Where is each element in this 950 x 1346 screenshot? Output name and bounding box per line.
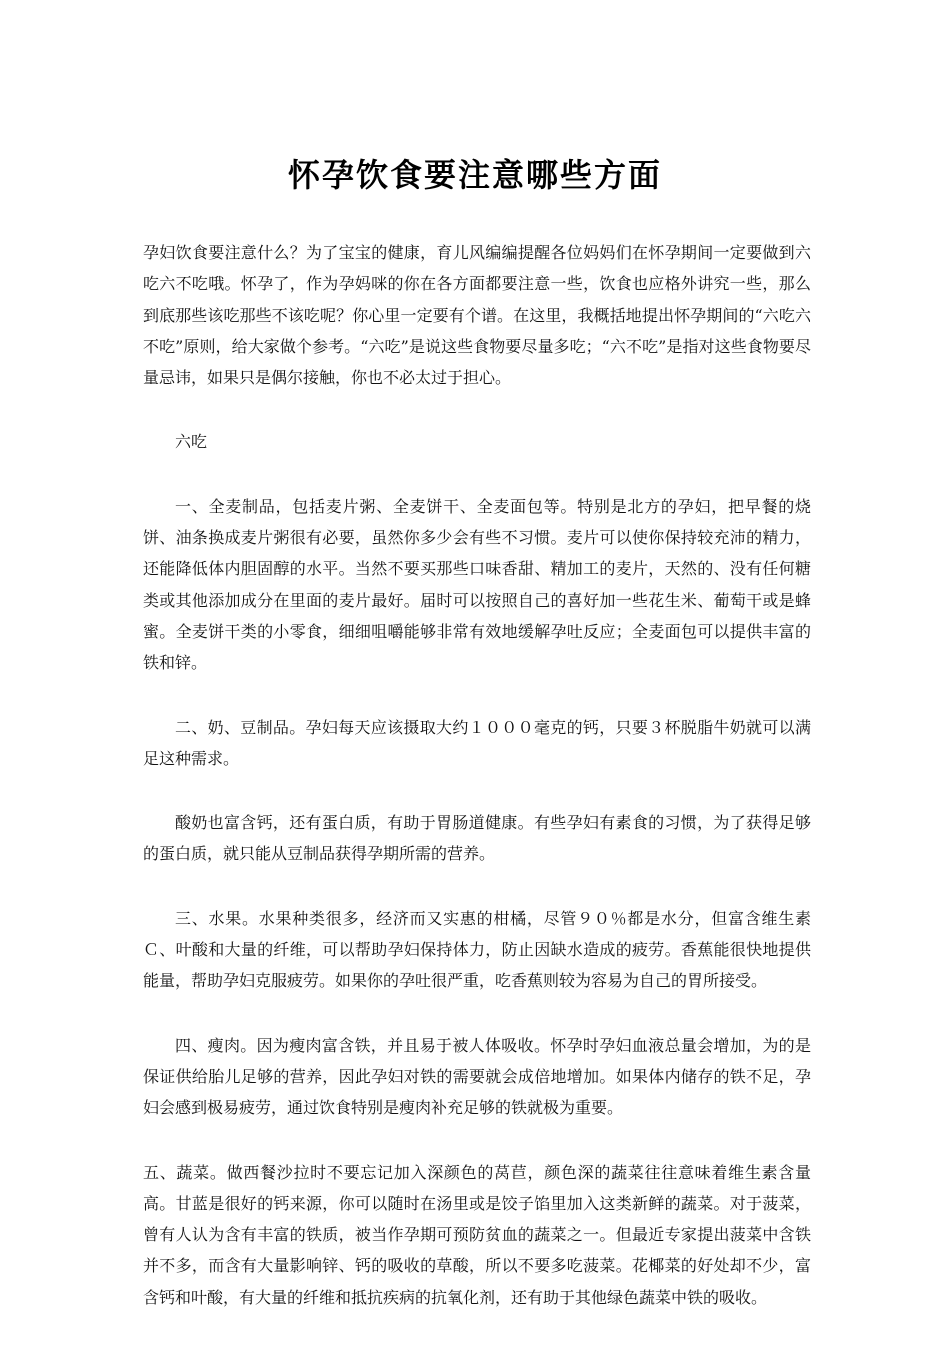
- paragraph-dairy-soy: 二、奶、豆制品。孕妇每天应该摄取大约１０００毫克的钙，只要３杯脱脂牛奶就可以满足这种需求。: [143, 717, 811, 768]
- article-body: [143, 237, 811, 1346]
- paragraph-vegetables: 五、蔬菜。做西餐沙拉时不要忘记加入深颜色的莴苣，颜色深的蔬菜往往意味着维生素含量高。甘蓝是很好的钙来源，你可以随时在汤里或是饺子馅里加入这类新鲜的蔬菜。对于菠菜，曾有人认为含有丰富的铁质，被当作孕期可预防贫血的蔬菜之一。但最近专家提出菠菜中含铁并不多，而含有大量影响锌、钙的吸收的草酸，所以不要多吃菠菜。花椰菜的好处却不少，富含钙和叶酸，有大量的纤维和抵抗疾病的抗氧化剂，还有助于其他绿色蔬菜中铁的吸收。: [143, 1162, 811, 1307]
- paragraph-fruit: 三、水果。水果种类很多，经济而又实惠的柑橘，尽管９０％都是水分，但富含维生素Ｃ、叶酸和大量的纤维，可以帮助孕妇保持体力，防止因缺水造成的疲劳。香蕉能很快地提供能量，帮助孕妇克服疲劳。如果你的孕吐很严重，吃香蕉则较为容易为自己的胃所接受。: [143, 908, 811, 991]
- section-heading-liuchi: 六吃: [175, 432, 208, 452]
- page-title: 怀孕饮食要注意哪些方面: [287, 156, 662, 195]
- paragraph-lean-meat: 四、瘦肉。因为瘦肉富含铁，并且易于被人体吸收。怀孕时孕妇血液总量会增加，为的是保证供给胎儿足够的营养，因此孕妇对铁的需要就会成倍地增加。如果体内储存的铁不足，孕妇会感到极易疲劳，通过饮食特别是瘦肉补充足够的铁就极为重要。: [143, 1035, 811, 1118]
- intro-paragraph: 孕妇饮食要注意什么？为了宝宝的健康，育儿风编编提醒各位妈妈们在怀孕期间一定要做到六吃六不吃哦。怀孕了，作为孕妈咪的你在各方面都要注意一些，饮食也应格外讲究一些，那么到底那些该吃那些不该吃呢？你心里一定要有个谱。在这里，我概括地提出怀孕期间的“六吃六不吃”原则，给大家做个参考。“六吃”是说这些食物要尽量多吃；“六不吃”是指对这些食物要尽量忌讳，如果只是偶尔接触，你也不必太过于担心。: [143, 243, 811, 388]
- paragraph-whole-grain: 一、全麦制品，包括麦片粥、全麦饼干、全麦面包等。特别是北方的孕妇，把早餐的烧饼、油条换成麦片粥很有必要，虽然你多少会有些不习惯。麦片可以使你保持较充沛的精力，还能降低体内胆固醇的水平。当然不要买那些口味香甜、精加工的麦片，天然的、没有任何糖类或其他添加成分在里面的麦片最好。届时可以按照自己的喜好加一些花生米、葡萄干或是蜂蜜。全麦饼干类的小零食，细细咀嚼能够非常有效地缓解孕吐反应；全麦面包可以提供丰富的铁和锌。: [143, 496, 811, 673]
- paragraph-yogurt: 酸奶也富含钙，还有蛋白质，有助于胃肠道健康。有些孕妇有素食的习惯，为了获得足够的蛋白质，就只能从豆制品获得孕期所需的营养。: [143, 813, 811, 864]
